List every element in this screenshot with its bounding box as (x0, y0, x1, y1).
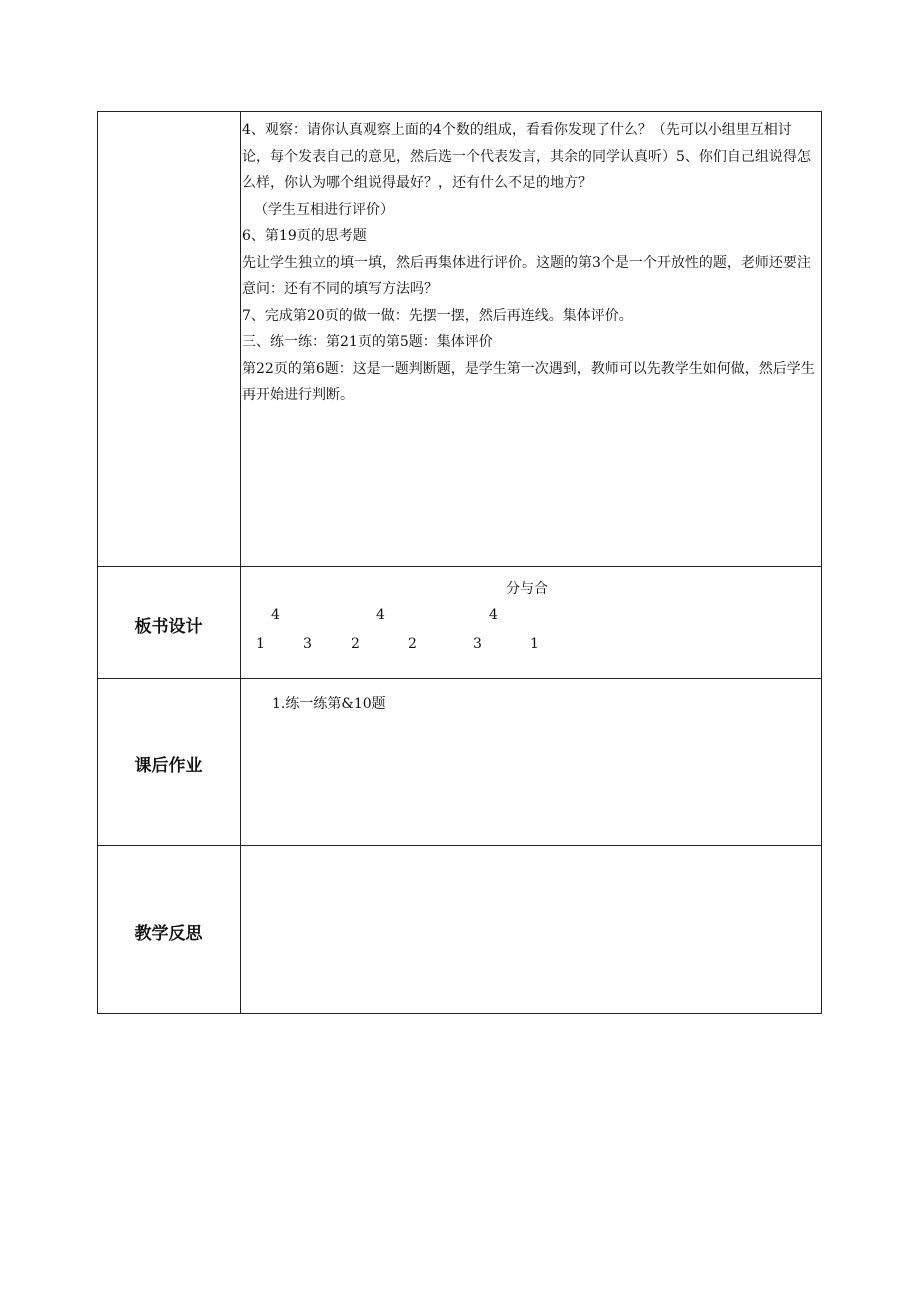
board-part: 2 (408, 636, 417, 652)
process-paragraph: （学生互相进行评价） (254, 201, 394, 218)
homework-label: 课后作业 (134, 756, 203, 776)
row-divider-1 (97, 566, 822, 567)
board-part: 3 (303, 636, 312, 652)
board-part: 2 (351, 636, 360, 652)
board-part: 1 (530, 636, 539, 652)
row-divider-2 (97, 678, 822, 679)
table-border-left (97, 111, 98, 1014)
board-part: 3 (473, 636, 482, 652)
reflection-cell (241, 846, 821, 1013)
process-paragraph: 6、第19页的思考题 (242, 228, 367, 244)
board-total: 4 (376, 607, 385, 623)
board-part: 1 (256, 636, 265, 652)
table-border-top (97, 111, 822, 112)
table-border-bottom (97, 1013, 822, 1014)
board-total: 4 (489, 607, 498, 623)
homework-item: 1.练一练第&10题 (272, 696, 386, 712)
reflection-label: 教学反思 (134, 924, 203, 944)
process-paragraph: 先让学生独立的填一填，然后再集体进行评价。这题的第3个是一个开放性的题，老师还要注意问：还有不同的填写方法吗？ (242, 254, 811, 297)
board-title: 分与合 (506, 581, 548, 597)
process-cell (242, 117, 816, 409)
process-paragraph: 三、练一练：第21页的第5题：集体评价 (242, 334, 493, 350)
process-paragraph: 第22页的第6题：这是一题判断题，是学生第一次遇到，教师可以先教学生如何做，然后学生再开始进行判断。 (242, 360, 815, 403)
process-paragraph: 7、完成第20页的做一做：先摆一摆，然后再连线。集体评价。 (242, 307, 633, 324)
lesson-plan-table (97, 111, 822, 1014)
board-total: 4 (271, 607, 280, 623)
board-design-label: 板书设计 (134, 617, 203, 637)
table-border-right (821, 111, 822, 1014)
process-paragraph: 4、观察：请你认真观察上面的4个数的组成，看看你发现了什么？（先可以小组里互相讨论，每个发表自己的意见，然后选一个代表发言，其余的同学认真听）5、你们自己组说得怎么样，你认为哪个组说得最好？，还有什么不足的地方？ (242, 122, 811, 191)
